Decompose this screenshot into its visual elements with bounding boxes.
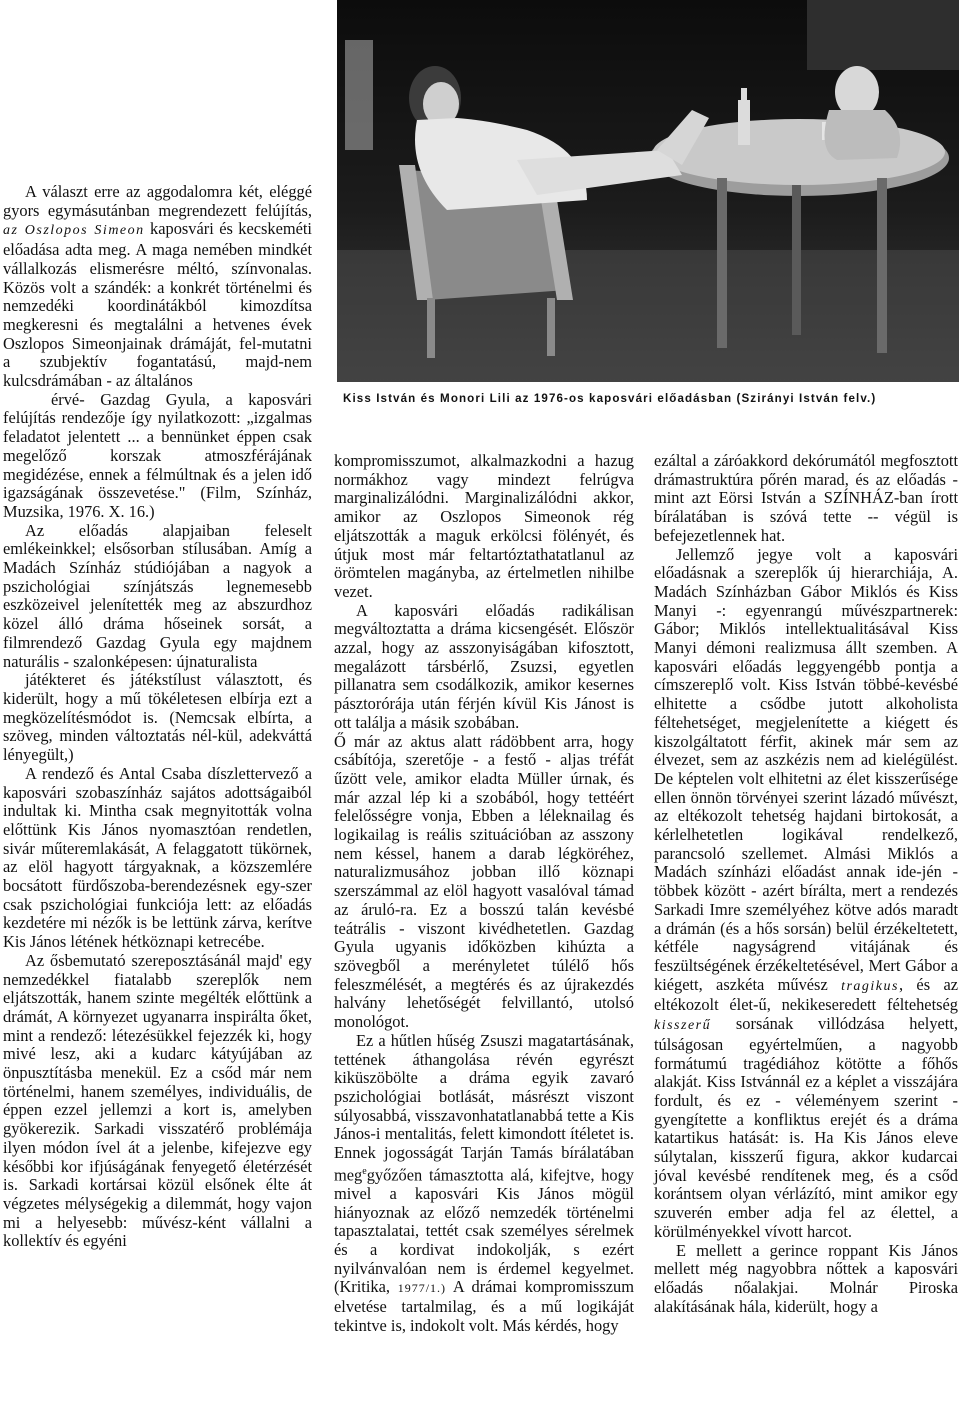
paragraph: A rendező és Antal Csaba díszlettervező a kaposvári szobaszínház sajátos adottságaiból indultak ki. Mintha csak megnyitották volna előttünk Kis János nyomasztóan rendetlen, sivár műteremlakását, A felaggatott tükörnek, az elöl hagyott tárgyaknak, a közszemlére bocsátott fürdőszoba-berendezésnek egy-szer csak pszichológiai funkciója lett: az előadás kezdetére mi nézők is be lettünk zárva, kerítve Kis János létének hétköznapi ketrecébe.: [3, 763, 312, 952]
paragraph-text: Jellemző jegye volt a kaposvári előadásnak a szereplők új hierarchiája, A. Madách Színházban Gábor Miklós és Kiss Manyi -: egyenrangú művészpartnerek: Gábor; Miklós intellektualitásával Kiss Manyi démoni realizmusa állt szemben. A kaposvári előadás leggyengébb pontja a címszereplő volt. Kiss István többé-kevésbé elhitette a csődbe jutott alkoholista féltehetséget, megjelenítette a kiégett és kiszolgáltatott férfit, akinek már sem az élvezet, sem az aszkézis nem ad kielégülést. De képtelen volt elhitetni az élet kisszerűsége ellen önnön törvényei szerint lázadó művészt, az eltékozolt tehetség hajdani birtokosát, a kérlelhetetlen logikával rendelkező, parancsoló szellemet. Almási Miklós a Madách színházi előadást annak ide-jén - többek között - azért bírálta, mert a rendezés Sarkadi Imre személyéhez kötve adós maradt a drámán (és a hős sorsán) belül érzékeltetett, kétféle nagyságrend vitájának és feszültségének érzékeltetésével, Mert Gábor a kiégett, aszkéta művész: [654, 544, 958, 994]
paragraph-text: , és az eltékozolt élet-ű, nekikeseredett féltehetség: [654, 974, 958, 1015]
production-photo: [337, 0, 959, 382]
paragraph-text: A választ erre az aggodalomra két, eléggé gyors egymásutánban megrendezett felújítás,: [3, 182, 312, 220]
paragraph: A kaposvári előadás radikálisan megváltoztatta a dráma kicsengését. Először azzal, hogy az asszonyiságában kifosztott, megalázott társbérlő, Zsuzsi, egyetlen pillanatra sem csodálkozik, amikor kesernes pásztorórája után férjén kívül Kis Jánost is ott találja a másik szobában.: [334, 600, 634, 732]
paragraph: Ő már az aktus alatt rádöbbent arra, hogy csábítója, szeretője - a festő - aljas tréfát űzött vele, amikor eladta Müller úrnak, és már azzal lép ki a szobából, hogy tettéért felelősségre vonja, Ebben a léleknailag és logikailag is reális szituációban az asszony nem késsel, hanem a darab légköréhez, naturalizmusához jobban illő köznapi szerszámmal az elöl hagyott vasalóval támad az áruló-ra. Ez a bosszú talán kevésbé teátrális - viszont kivédhetetlen. Gazdag Gyula ugyanis időközben kihúzta a szövegből a merényletet túlélő hős feleszmélését, a megtérés és az újrakezdés halvány lehetőségét felvillantó, utolsó monológot.: [334, 731, 634, 1032]
text-column-3: [654, 452, 958, 1316]
citation: 1977/1.): [397, 1281, 447, 1296]
paragraph: Az ősbemutató szereposztásánál majd' egy nemzedékkel fiatalabb szereplők nem eljátszották, hanem szinte megélték előttünk a drámát, A környezet ugyanarra inspirálta őket, mint a rendező: létezésükkel fejezzék ki, hogy mivé lesz, aki a kudarc kátyújában az önpusztításba menekül. Ez a csőd már nem történelmi, hanem személyes, individuális, de éppen ezzel jellemzi a kort is, amelyben gyökerezik. Sarkadi visszatérő problémája ilyen módon ível át a jelenbe, kifejezve egy későbbi kor ifjúságának fenyegető életérzését is. Sarkadi kortársai közül elsőnek élte át végzetes mélységekig a dilemmát, hogy vajon mi a helyesebb: művész-ként vállalni a kollektív és egyéni: [3, 950, 312, 1251]
emphasis: tragikus: [841, 978, 899, 994]
play-title: az Oszlopos Simeon: [3, 223, 145, 239]
paragraph: [3, 183, 312, 391]
photo-image: [337, 0, 959, 382]
paragraph: kompromisszumot, alkalmazkodni a hazug normákhoz vagy mindezt felrúgva marginalizálódni. Marginalizálódni akkor, amikor az Oszlopos Simeonok rég eljátszották a maguk erkölcsi fölényét, és útjuk most már feltartóztathatatlanul az örömtelen magányba, az értelmetlen nihilbe vezet.: [334, 451, 634, 601]
paragraph: érvé- Gazdag Gyula, a kaposvári felújítás rendezője így nyilatkozott: „izgalmas feladatot jelentett ... a bennünket éppen csak megelőző korszak atmoszférájának megidézése, ennek a félmúltnak és a jelen idő igazságának összevetése." (Film, Színház, Muzsika, 1976. X. 16.): [3, 389, 312, 521]
paragraph: ezáltal a záróakkord dekórumától megfosztott drámastruktúra pőrén marad, és az előadás - mint azt Eörsi István a SZÍNHÁZ-ban írott bírálatában is szóvá tette -- végül is befejezetlennek hat.: [654, 451, 958, 545]
paragraph: E mellett a gerince roppant Kis János mellett még nagyobbra nőttek a kaposvári előadás nőalakjai. Molnár Piroska alakításának hála, kiderült, hogy a: [654, 1240, 958, 1316]
text-column-1: [3, 183, 312, 1251]
superscript: e: [362, 1165, 367, 1177]
paragraph: Az előadás alapjaiban feleselt emlékeinkkel; elsősorban stílusában. Amíg a Madách Színház stúdiójában a nagyok a pszichológiai színjátszás legnemesebb eszközeivel jelenítették meg az abszurdhoz közel álló dráma hőseinek sorsát, a filmrendező Gazdag Gyula egy majdnem naturális - szalonképesen: újnaturalista: [3, 520, 312, 671]
paragraph-text: sorsának villódzása helyett, túlságosan egyértelműen, a nagyobb formátumú tragédiához kötötte a főhős alakját. Kiss Istvánnál ez a képlet a visszájára fordult, és ez - véleményem szerint - gyengítette a konfliktus erejét és a dráma katartikus hatását: is. Ha Kis János eleve súlytalan, kisszerű figura, akkor kudarcai jóval kevésbé rendítenek meg, és a csőd korántsem olyan vérlázító, mint amikor egy szuverén ember adja fel az élettel, a körülményekkel vívott harcot.: [654, 1014, 958, 1241]
paragraph: [654, 546, 958, 1242]
paragraph-text: győzően támasztotta alá, kifejtve, hogy mivel a kaposvári Kis János mögül hiányoznak az előző nemzedék történelmi tapasztalatai, tettét csak személyes sérelmek és a kordivat indokolják, s ezért nyilvánvalóan nem is érdemel kegyelmet. (Kritika,: [334, 1165, 634, 1297]
paragraph-text: A drámai kompromisszum elvetése tartalmilag, és a mű logikáját tekintve is, indokolt volt. Más kérdés, hogy: [334, 1277, 634, 1335]
paragraph-text: Ez a hűtlen hűség Zsuszi magatartásának, tettének áthangolása révén egyrészt kiküszöbölte a dráma egyik zavaró pszichológiai botlását, másrészt viszont súlyosabbá, visszavonhatatlanabbá tette a Kis János-i mentalitás, felett kimondott ítéletet is. Ennek jogosságát Tarján Tamás bírálatában meg: [334, 1030, 634, 1185]
paragraph: játékteret és játékstílust választott, és kiderült, hogy a mű tökéletesen elbírja ezt a megközelítésmódot is. (Nemcsak elbírta, a szöveg, minden változtatás nél-kül, adekváttá lényegült,): [3, 670, 312, 765]
emphasis: kisszerű: [654, 1018, 712, 1034]
photo-caption: Kiss István és Monori Lili az 1976-os kaposvári előadásban (Szirányi István felv.): [343, 392, 877, 405]
paragraph: [334, 1032, 634, 1336]
text-column-2: [334, 452, 634, 1336]
paragraph-text: kaposvári és kecskeméti előadása adta meg. A maga nemében mindkét vállalkozás elismerésre méltó, színvonalas. Közös volt a szándék: a konkrét történelmi és nemzedéki koordinátákból kimozdítsa megkeresni és megtalálni a hetvenes évek Oszlopos Simeonjainak drámáját, fel-mutatni a szubjektív fogantatású, majd-nem kulcsdrámában - az általános: [3, 219, 312, 391]
